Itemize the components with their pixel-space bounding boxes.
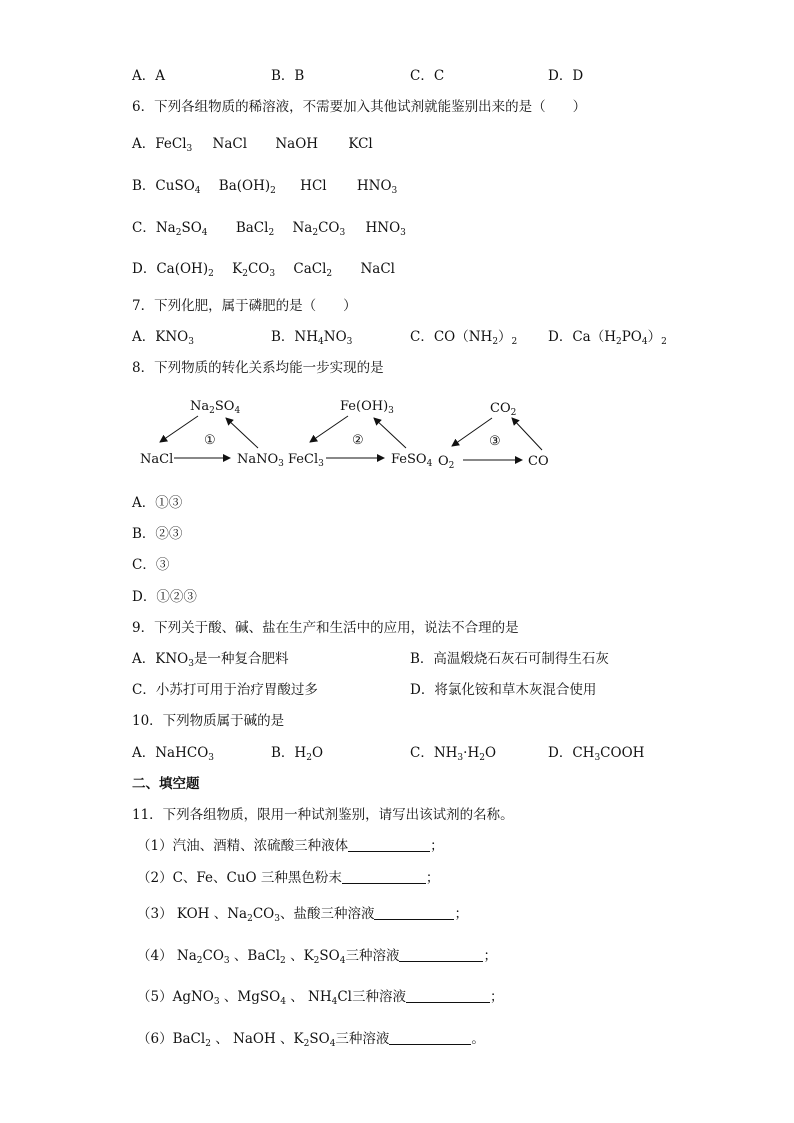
- diagram-1: [140, 399, 284, 469]
- section-heading: 二、填空题: [132, 776, 200, 792]
- q11-sub-1: （1）汽油、酒精、浓硫酸三种液体 ；: [137, 838, 444, 854]
- arrow: [160, 416, 198, 442]
- q10-stem: 10．下列物质属于碱的是: [132, 713, 285, 729]
- q6-option-c: C．$Na_2SO_4$ BaCl$_2$ $Na_2CO_3$ $HNO_3$: [132, 220, 406, 238]
- answer-blank-5[interactable]: [406, 988, 490, 1003]
- q7-stem: 7．下列化肥，属于磷肥的是（ ）: [132, 298, 357, 314]
- q10-option-a: A．NaHCO$_3$: [132, 745, 215, 763]
- arrow: [374, 418, 406, 448]
- q11-sub-2: （2）C、Fe、CuO 三种黑色粉末 ；: [137, 870, 440, 886]
- q6-option-a: A．FeCl$_3$ NaCl NaOH KCl: [132, 136, 373, 154]
- diagram-3-right-label: CO: [528, 454, 549, 469]
- diagram-3: [438, 401, 549, 471]
- answer-blank-2[interactable]: [342, 869, 426, 884]
- q6-stem: 6．下列各组物质的稀溶液，不需要加入其他试剂就能鉴别出来的是（ ）: [132, 99, 587, 115]
- q9-option-c: C．小苏打可用于治疗胃酸过多: [132, 682, 318, 698]
- q8-reaction-diagrams: [130, 392, 560, 474]
- q11-sub-3: （3） KOH 、$Na_2CO_3$、盐酸三种溶液 ；: [137, 906, 468, 924]
- diagram-2-left-label: FeCl$_3$: [288, 452, 324, 469]
- q5-option-d: D．D: [548, 68, 584, 84]
- q8-option-d: D．①②③: [132, 589, 197, 605]
- arrow: [310, 416, 348, 442]
- q7-option-a: A．$KNO_3$: [132, 329, 194, 347]
- q9-option-d: D．将氯化铵和草木灰混合使用: [410, 682, 597, 698]
- q10-option-d: D．$CH_3COOH$: [548, 745, 645, 763]
- q6-option-d: D．$Ca(OH)_2$ $K_2CO_3$ CaCl$_2$ NaCl: [132, 261, 395, 279]
- q11-sub-6: （6）BaCl$_2$ 、 NaOH 、$K_2SO_4$三种溶液 。: [137, 1031, 485, 1049]
- q10-option-c: C．$NH_3\cdot H_2O$: [410, 745, 497, 763]
- diagram-2: [288, 399, 433, 469]
- diagram-1-top-label: $Na_2SO_4$: [190, 399, 241, 416]
- q8-option-c: C．③: [132, 557, 170, 573]
- arrow: [226, 418, 258, 448]
- q11-sub-4: （4） $Na_2CO_3$ 、BaCl$_2$ 、$K_2SO_4$三种溶液 ；: [137, 948, 497, 966]
- answer-blank-6[interactable]: [389, 1030, 471, 1045]
- diagram-1-number: ①: [204, 433, 216, 448]
- diagram-2-number: ②: [352, 433, 364, 448]
- answer-blank-1[interactable]: [348, 837, 430, 852]
- q7-option-c: C．$CO(NH_2)_2$: [410, 329, 518, 347]
- q8-option-a: A．①③: [132, 495, 183, 511]
- q5-option-c: C．C: [410, 68, 445, 84]
- q9-option-b: B．高温煅烧石灰石可制得生石灰: [410, 651, 609, 667]
- diagram-3-number: ③: [489, 434, 501, 449]
- q9-stem: 9．下列关于酸、碱、盐在生产和生活中的应用，说法不合理的是: [132, 620, 519, 636]
- q10-option-b: B．$H_2O$: [271, 745, 324, 763]
- arrow: [512, 418, 542, 450]
- q6-option-b: B．CuSO$_4$ $Ba(OH)_2$ HCl $HNO_3$: [132, 178, 398, 196]
- q7-option-b: B．$NH_4NO_3$: [271, 329, 353, 347]
- answer-blank-3[interactable]: [374, 905, 454, 920]
- diagram-3-left-label: $O_2$: [438, 454, 455, 471]
- q7-option-d: D．$Ca(H_2PO_4)_2$: [548, 329, 667, 347]
- diagram-2-right-label: FeSO$_4$: [391, 452, 433, 469]
- diagram-3-top-label: $CO_2$: [490, 401, 517, 418]
- diagram-1-right-label: NaNO$_3$: [237, 452, 284, 469]
- q8-stem: 8．下列物质的转化关系均能一步实现的是: [132, 360, 384, 376]
- q8-option-b: B．②③: [132, 526, 183, 542]
- q9-option-a: A．$KNO_3$是一种复合肥料: [132, 651, 289, 669]
- arrow: [452, 418, 492, 446]
- q11-stem: 11．下列各组物质，限用一种试剂鉴别，请写出该试剂的名称。: [132, 807, 514, 823]
- diagram-1-left-label: NaCl: [140, 452, 174, 467]
- q5-option-b: B．B: [271, 68, 305, 84]
- diagram-2-top-label: $Fe(OH)_3$: [340, 399, 394, 416]
- q11-sub-5: （5）AgNO$_3$ 、MgSO$_4$ 、 $NH_4Cl$三种溶液 ；: [137, 989, 504, 1007]
- answer-blank-4[interactable]: [399, 947, 483, 962]
- q5-option-a: A．A: [132, 68, 165, 84]
